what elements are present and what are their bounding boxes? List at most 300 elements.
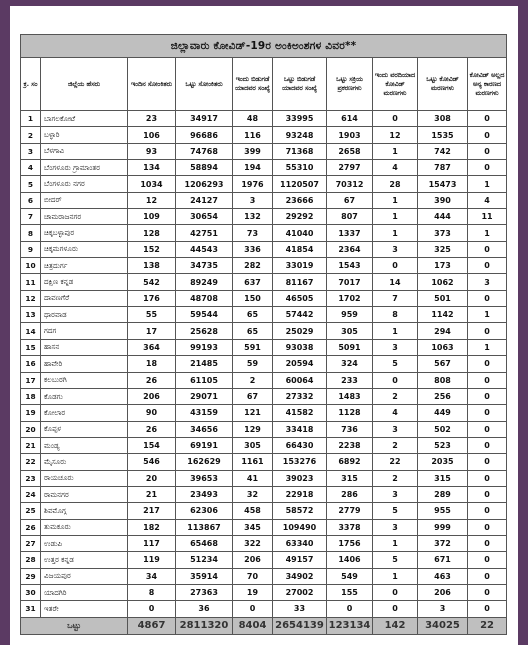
cell-non-covid-deaths: 3 — [468, 274, 507, 290]
cell-total-cases: 48708 — [176, 290, 233, 306]
cell-total-cases: 58894 — [176, 160, 233, 176]
cell-non-covid-deaths: 0 — [468, 519, 507, 535]
table-title: ಜಿಲ್ಲಾವಾರು ಕೋವಿಡ್-19ರ ಅಂಕಿಅಂಶಗಳ ವಿವರ** — [21, 35, 507, 58]
header-serial: ಕ್ರ. ಸಂ — [21, 58, 41, 111]
cell-total-cases: 65468 — [176, 535, 233, 551]
cell-non-covid-deaths: 0 — [468, 323, 507, 339]
window-frame-right — [518, 0, 528, 645]
cell-today-deaths: 3 — [373, 339, 418, 355]
cell-non-covid-deaths: 0 — [468, 290, 507, 306]
window-frame-left — [0, 0, 10, 645]
cell-active-cases: 324 — [327, 356, 373, 372]
cell-today-cases: 55 — [128, 307, 176, 323]
cell-active-cases: 0 — [327, 601, 373, 617]
table-row — [21, 405, 507, 421]
table-row — [21, 519, 507, 535]
cell-active-cases: 959 — [327, 307, 373, 323]
cell-active-cases: 6892 — [327, 454, 373, 470]
cell-district-name: ದಾವಣಗೆರೆ — [41, 290, 128, 306]
cell-total-deaths: 1142 — [418, 307, 468, 323]
cell-serial: 26 — [21, 519, 41, 535]
cell-total-cases: 36 — [176, 601, 233, 617]
cell-non-covid-deaths: 1 — [468, 176, 507, 192]
cell-today-discharged: 129 — [233, 421, 273, 437]
cell-today-deaths: 4 — [373, 160, 418, 176]
cell-today-cases: 109 — [128, 209, 176, 225]
cell-total-deaths: 742 — [418, 143, 468, 159]
cell-today-discharged: 59 — [233, 356, 273, 372]
cell-total-discharged: 41854 — [273, 241, 327, 257]
cell-active-cases: 2658 — [327, 143, 373, 159]
cell-district-name: ದಕ್ಷಿಣ ಕನ್ನಡ — [41, 274, 128, 290]
cell-active-cases: 286 — [327, 486, 373, 502]
cell-district-name: ಬೆಳಗಾವಿ — [41, 143, 128, 159]
header-active-cases: ಒಟ್ಟು ಸಕ್ರಿಯ ಪ್ರಕರಣಗಳು — [327, 58, 373, 111]
cell-non-covid-deaths: 0 — [468, 486, 507, 502]
cell-non-covid-deaths: 11 — [468, 209, 507, 225]
cell-today-cases: 542 — [128, 274, 176, 290]
header-total-cases: ಒಟ್ಟು ಸೋಂಕಿತರು — [176, 58, 233, 111]
cell-total-discharged: 55310 — [273, 160, 327, 176]
cell-total-cases: 43159 — [176, 405, 233, 421]
table-row — [21, 503, 507, 519]
total-total-cases: 2811320 — [176, 617, 233, 634]
cell-today-deaths: 0 — [373, 258, 418, 274]
cell-serial: 13 — [21, 307, 41, 323]
table-row — [21, 274, 507, 290]
table-row — [21, 437, 507, 453]
cell-serial: 18 — [21, 388, 41, 404]
cell-today-deaths: 5 — [373, 356, 418, 372]
cell-serial: 17 — [21, 372, 41, 388]
cell-total-discharged: 1120507 — [273, 176, 327, 192]
cell-total-deaths: 390 — [418, 192, 468, 208]
cell-total-deaths: 315 — [418, 470, 468, 486]
cell-active-cases: 70312 — [327, 176, 373, 192]
cell-today-deaths: 0 — [373, 111, 418, 127]
cell-total-cases: 1206293 — [176, 176, 233, 192]
cell-today-cases: 217 — [128, 503, 176, 519]
cell-non-covid-deaths: 1 — [468, 339, 507, 355]
cell-serial: 9 — [21, 241, 41, 257]
table-row — [21, 160, 507, 176]
cell-total-deaths: 3 — [418, 601, 468, 617]
cell-active-cases: 1128 — [327, 405, 373, 421]
cell-total-deaths: 373 — [418, 225, 468, 241]
cell-district-name: ಕೋಲಾರ — [41, 405, 128, 421]
cell-serial: 30 — [21, 584, 41, 600]
cell-serial: 22 — [21, 454, 41, 470]
statistics-sheet — [20, 34, 506, 635]
cell-district-name: ಯಾದಗಿರಿ — [41, 584, 128, 600]
cell-district-name: ಧಾರವಾಡ — [41, 307, 128, 323]
cell-total-deaths: 294 — [418, 323, 468, 339]
cell-total-deaths: 1535 — [418, 127, 468, 143]
cell-serial: 24 — [21, 486, 41, 502]
total-row — [21, 617, 507, 634]
cell-non-covid-deaths: 0 — [468, 568, 507, 584]
cell-total-discharged: 20594 — [273, 356, 327, 372]
cell-today-deaths: 2 — [373, 388, 418, 404]
table-row — [21, 143, 507, 159]
cell-today-discharged: 345 — [233, 519, 273, 535]
cell-district-name: ಗದಗ — [41, 323, 128, 339]
table-row — [21, 601, 507, 617]
cell-today-cases: 17 — [128, 323, 176, 339]
header-total-discharged: ಒಟ್ಟು ಬಿಡುಗಡೆ ಯಾದವರ ಸಂಖ್ಯೆ — [273, 58, 327, 111]
cell-serial: 7 — [21, 209, 41, 225]
cell-today-discharged: 1161 — [233, 454, 273, 470]
header-total-deaths: ಒಟ್ಟು ಕೋವಿಡ್ ಮರಣಗಳು — [418, 58, 468, 111]
total-today-discharged: 8404 — [233, 617, 273, 634]
cell-today-discharged: 65 — [233, 323, 273, 339]
cell-total-cases: 99193 — [176, 339, 233, 355]
cell-non-covid-deaths: 4 — [468, 192, 507, 208]
cell-district-name: ಚಾಮರಾಜನಗರ — [41, 209, 128, 225]
cell-total-cases: 34735 — [176, 258, 233, 274]
cell-active-cases: 1337 — [327, 225, 373, 241]
cell-non-covid-deaths: 0 — [468, 503, 507, 519]
cell-today-discharged: 3 — [233, 192, 273, 208]
cell-total-discharged: 63340 — [273, 535, 327, 551]
cell-total-cases: 34917 — [176, 111, 233, 127]
cell-active-cases: 233 — [327, 372, 373, 388]
cell-district-name: ಬೆಂಗಳೂರು ನಗರ — [41, 176, 128, 192]
cell-total-deaths: 808 — [418, 372, 468, 388]
table-row — [21, 225, 507, 241]
cell-non-covid-deaths: 0 — [468, 111, 507, 127]
cell-today-deaths: 1 — [373, 323, 418, 339]
cell-active-cases: 549 — [327, 568, 373, 584]
total-active-cases: 123134 — [327, 617, 373, 634]
cell-today-deaths: 5 — [373, 552, 418, 568]
cell-today-deaths: 3 — [373, 519, 418, 535]
cell-total-discharged: 81167 — [273, 274, 327, 290]
cell-today-deaths: 12 — [373, 127, 418, 143]
cell-today-cases: 128 — [128, 225, 176, 241]
table-row — [21, 552, 507, 568]
cell-total-cases: 59544 — [176, 307, 233, 323]
cell-today-deaths: 1 — [373, 143, 418, 159]
cell-district-name: ಬೆಂಗಳೂರು ಗ್ರಾಮಾಂತರ — [41, 160, 128, 176]
table-row — [21, 486, 507, 502]
cell-non-covid-deaths: 0 — [468, 584, 507, 600]
cell-total-deaths: 256 — [418, 388, 468, 404]
cell-district-name: ರಾಯಚೂರು — [41, 470, 128, 486]
table-row — [21, 421, 507, 437]
cell-today-discharged: 0 — [233, 601, 273, 617]
cell-total-deaths: 1063 — [418, 339, 468, 355]
cell-total-cases: 44543 — [176, 241, 233, 257]
cell-today-deaths: 1 — [373, 535, 418, 551]
total-total-discharged: 2654139 — [273, 617, 327, 634]
cell-today-discharged: 121 — [233, 405, 273, 421]
cell-non-covid-deaths: 0 — [468, 601, 507, 617]
cell-total-discharged: 33019 — [273, 258, 327, 274]
cell-total-cases: 51234 — [176, 552, 233, 568]
header-today-discharged: ಇಂದು ಬಿಡುಗಡೆ ಯಾದವರ ಸಂಖ್ಯೆ — [233, 58, 273, 111]
cell-total-discharged: 25029 — [273, 323, 327, 339]
cell-district-name: ಬಳ್ಳಾರಿ — [41, 127, 128, 143]
cell-total-discharged: 109490 — [273, 519, 327, 535]
cell-active-cases: 1406 — [327, 552, 373, 568]
cell-total-discharged: 71368 — [273, 143, 327, 159]
cell-today-discharged: 2 — [233, 372, 273, 388]
cell-serial: 25 — [21, 503, 41, 519]
cell-serial: 10 — [21, 258, 41, 274]
cell-today-cases: 206 — [128, 388, 176, 404]
cell-active-cases: 1756 — [327, 535, 373, 551]
cell-total-deaths: 206 — [418, 584, 468, 600]
cell-today-cases: 546 — [128, 454, 176, 470]
cell-serial: 8 — [21, 225, 41, 241]
total-today-deaths: 142 — [373, 617, 418, 634]
cell-today-discharged: 65 — [233, 307, 273, 323]
header-row — [21, 58, 507, 111]
cell-district-name: ಚಿಕ್ಕಬಳ್ಳಾಪುರ — [41, 225, 128, 241]
cell-today-deaths: 28 — [373, 176, 418, 192]
cell-total-discharged: 34902 — [273, 568, 327, 584]
cell-total-discharged: 49157 — [273, 552, 327, 568]
cell-today-cases: 364 — [128, 339, 176, 355]
cell-today-deaths: 1 — [373, 209, 418, 225]
table-row — [21, 192, 507, 208]
cell-today-cases: 93 — [128, 143, 176, 159]
cell-today-discharged: 132 — [233, 209, 273, 225]
cell-total-cases: 74768 — [176, 143, 233, 159]
cell-total-discharged: 41040 — [273, 225, 327, 241]
cell-district-name: ಬಾಗಲಕೋಟೆ — [41, 111, 128, 127]
cell-total-cases: 29071 — [176, 388, 233, 404]
header-district: ಜಿಲ್ಲೆಯ ಹೆಸರು — [41, 58, 128, 111]
cell-serial: 2 — [21, 127, 41, 143]
cell-district-name: ಹಾವೇರಿ — [41, 356, 128, 372]
cell-total-deaths: 2035 — [418, 454, 468, 470]
cell-today-cases: 23 — [128, 111, 176, 127]
cell-non-covid-deaths: 0 — [468, 437, 507, 453]
header-today-deaths: ಇಂದು ವರದಿಯಾದ ಕೋವಿಡ್ ಮರಣಗಳು — [373, 58, 418, 111]
cell-total-discharged: 29292 — [273, 209, 327, 225]
table-row — [21, 241, 507, 257]
cell-district-name: ಕಲಬುರಗಿ — [41, 372, 128, 388]
cell-total-deaths: 671 — [418, 552, 468, 568]
cell-today-discharged: 48 — [233, 111, 273, 127]
cell-active-cases: 1483 — [327, 388, 373, 404]
cell-serial: 1 — [21, 111, 41, 127]
cell-total-cases: 25628 — [176, 323, 233, 339]
total-total-deaths: 34025 — [418, 617, 468, 634]
table-row — [21, 290, 507, 306]
cell-today-discharged: 70 — [233, 568, 273, 584]
cell-total-discharged: 57442 — [273, 307, 327, 323]
cell-total-discharged: 46505 — [273, 290, 327, 306]
cell-total-discharged: 23666 — [273, 192, 327, 208]
cell-active-cases: 1702 — [327, 290, 373, 306]
cell-district-name: ಮಂಡ್ಯ — [41, 437, 128, 453]
cell-active-cases: 67 — [327, 192, 373, 208]
cell-today-deaths: 3 — [373, 421, 418, 437]
cell-active-cases: 305 — [327, 323, 373, 339]
table-row — [21, 339, 507, 355]
cell-total-cases: 27363 — [176, 584, 233, 600]
table-row — [21, 356, 507, 372]
cell-active-cases: 1543 — [327, 258, 373, 274]
cell-district-name: ರಾಮನಗರ — [41, 486, 128, 502]
cell-total-discharged: 66430 — [273, 437, 327, 453]
cell-active-cases: 155 — [327, 584, 373, 600]
cell-today-cases: 152 — [128, 241, 176, 257]
cell-total-discharged: 27332 — [273, 388, 327, 404]
cell-non-covid-deaths: 0 — [468, 405, 507, 421]
cell-today-deaths: 0 — [373, 372, 418, 388]
cell-total-deaths: 501 — [418, 290, 468, 306]
cell-serial: 6 — [21, 192, 41, 208]
cell-today-deaths: 8 — [373, 307, 418, 323]
cell-total-discharged: 27002 — [273, 584, 327, 600]
cell-total-deaths: 567 — [418, 356, 468, 372]
cell-today-cases: 154 — [128, 437, 176, 453]
table-row — [21, 470, 507, 486]
cell-total-cases: 23493 — [176, 486, 233, 502]
cell-today-deaths: 1 — [373, 225, 418, 241]
cell-today-deaths: 0 — [373, 601, 418, 617]
cell-today-cases: 119 — [128, 552, 176, 568]
cell-non-covid-deaths: 0 — [468, 127, 507, 143]
cell-total-deaths: 308 — [418, 111, 468, 127]
cell-today-discharged: 637 — [233, 274, 273, 290]
cell-district-name: ಚಿಕ್ಕಮಗಳೂರು — [41, 241, 128, 257]
cell-today-discharged: 305 — [233, 437, 273, 453]
header-non-covid-deaths: ಕೋವಿಡ್ ಅಲ್ಲದ ಅನ್ಯ ಕಾರಣದ ಮರಣಗಳು — [468, 58, 507, 111]
cell-total-cases: 162629 — [176, 454, 233, 470]
cell-total-cases: 39653 — [176, 470, 233, 486]
cell-today-deaths: 7 — [373, 290, 418, 306]
cell-non-covid-deaths: 1 — [468, 225, 507, 241]
cell-serial: 27 — [21, 535, 41, 551]
cell-total-deaths: 444 — [418, 209, 468, 225]
cell-today-discharged: 458 — [233, 503, 273, 519]
cell-active-cases: 5091 — [327, 339, 373, 355]
cell-total-discharged: 60064 — [273, 372, 327, 388]
cell-district-name: ಬೀದರ್ — [41, 192, 128, 208]
cell-today-discharged: 32 — [233, 486, 273, 502]
cell-today-deaths: 2 — [373, 437, 418, 453]
cell-total-discharged: 39023 — [273, 470, 327, 486]
cell-active-cases: 614 — [327, 111, 373, 127]
cell-total-discharged: 58572 — [273, 503, 327, 519]
cell-today-deaths: 1 — [373, 568, 418, 584]
cell-today-discharged: 194 — [233, 160, 273, 176]
cell-serial: 23 — [21, 470, 41, 486]
cell-district-name: ಇತರೇ — [41, 601, 128, 617]
table-row — [21, 307, 507, 323]
cell-total-cases: 35914 — [176, 568, 233, 584]
cell-active-cases: 1903 — [327, 127, 373, 143]
cell-district-name: ಕೊಪ್ಪಳ — [41, 421, 128, 437]
cell-serial: 21 — [21, 437, 41, 453]
cell-total-deaths: 372 — [418, 535, 468, 551]
cell-total-discharged: 33 — [273, 601, 327, 617]
cell-total-discharged: 22918 — [273, 486, 327, 502]
cell-total-deaths: 463 — [418, 568, 468, 584]
cell-serial: 3 — [21, 143, 41, 159]
table-row — [21, 535, 507, 551]
cell-active-cases: 807 — [327, 209, 373, 225]
cell-active-cases: 315 — [327, 470, 373, 486]
cell-today-cases: 21 — [128, 486, 176, 502]
cell-today-deaths: 3 — [373, 486, 418, 502]
cell-active-cases: 2238 — [327, 437, 373, 453]
cell-today-deaths: 3 — [373, 241, 418, 257]
cell-total-deaths: 502 — [418, 421, 468, 437]
cell-total-discharged: 41582 — [273, 405, 327, 421]
cell-total-cases: 34656 — [176, 421, 233, 437]
cell-today-discharged: 116 — [233, 127, 273, 143]
cell-today-discharged: 1976 — [233, 176, 273, 192]
cell-district-name: ಉಡುಪಿ — [41, 535, 128, 551]
table-row — [21, 258, 507, 274]
cell-district-name: ಕೊಡಗು — [41, 388, 128, 404]
cell-active-cases: 3378 — [327, 519, 373, 535]
cell-today-cases: 0 — [128, 601, 176, 617]
cell-today-deaths: 22 — [373, 454, 418, 470]
cell-today-deaths: 14 — [373, 274, 418, 290]
cell-non-covid-deaths: 0 — [468, 535, 507, 551]
cell-total-deaths: 449 — [418, 405, 468, 421]
cell-today-cases: 12 — [128, 192, 176, 208]
cell-today-deaths: 5 — [373, 503, 418, 519]
cell-today-discharged: 150 — [233, 290, 273, 306]
cell-total-cases: 96686 — [176, 127, 233, 143]
cell-today-deaths: 0 — [373, 584, 418, 600]
cell-serial: 15 — [21, 339, 41, 355]
total-label: ಒಟ್ಟು — [21, 617, 128, 634]
cell-today-cases: 1034 — [128, 176, 176, 192]
cell-total-cases: 61105 — [176, 372, 233, 388]
cell-district-name: ವಿಜಯಪುರ — [41, 568, 128, 584]
cell-total-cases: 30654 — [176, 209, 233, 225]
cell-non-covid-deaths: 1 — [468, 307, 507, 323]
total-today-cases: 4867 — [128, 617, 176, 634]
cell-total-deaths: 325 — [418, 241, 468, 257]
cell-serial: 11 — [21, 274, 41, 290]
cell-total-cases: 69191 — [176, 437, 233, 453]
table-row — [21, 454, 507, 470]
cell-today-discharged: 41 — [233, 470, 273, 486]
cell-serial: 12 — [21, 290, 41, 306]
cell-total-deaths: 289 — [418, 486, 468, 502]
cell-total-cases: 113867 — [176, 519, 233, 535]
cell-total-discharged: 33418 — [273, 421, 327, 437]
cell-total-deaths: 1062 — [418, 274, 468, 290]
cell-total-discharged: 93038 — [273, 339, 327, 355]
cell-today-discharged: 399 — [233, 143, 273, 159]
cell-non-covid-deaths: 0 — [468, 372, 507, 388]
cell-total-cases: 89249 — [176, 274, 233, 290]
cell-today-cases: 26 — [128, 372, 176, 388]
cell-district-name: ಉತ್ತರ ಕನ್ನಡ — [41, 552, 128, 568]
cell-serial: 28 — [21, 552, 41, 568]
window-frame-top — [0, 0, 528, 6]
cell-non-covid-deaths: 0 — [468, 160, 507, 176]
cell-non-covid-deaths: 0 — [468, 421, 507, 437]
header-today-cases: ಇಂದಿನ ಸೋಂಕಿತರು — [128, 58, 176, 111]
total-non-covid-deaths: 22 — [468, 617, 507, 634]
table-row — [21, 176, 507, 192]
cell-today-cases: 90 — [128, 405, 176, 421]
table-row — [21, 127, 507, 143]
cell-today-cases: 34 — [128, 568, 176, 584]
